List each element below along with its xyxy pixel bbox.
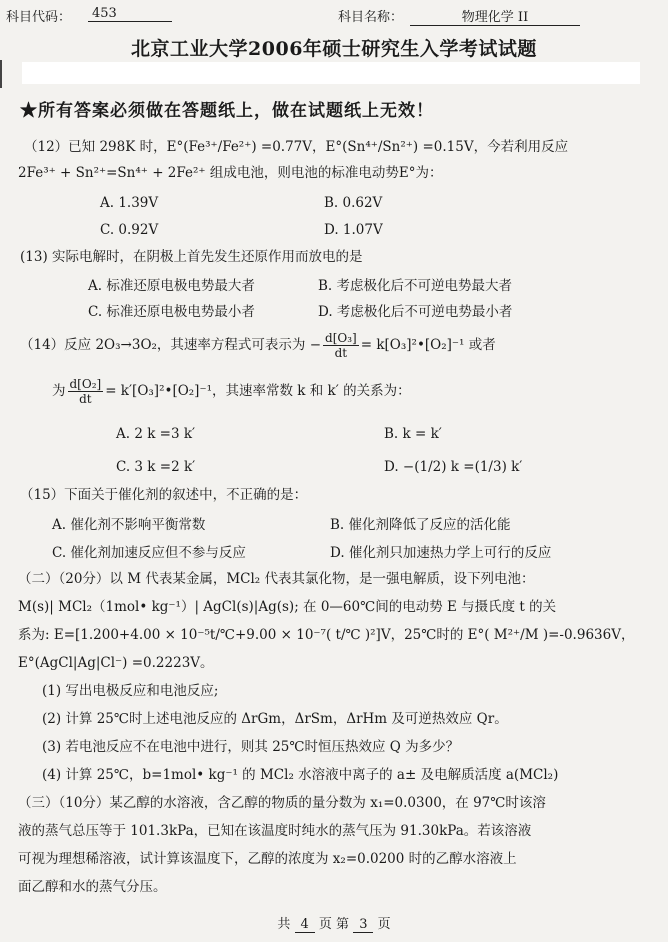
part3-line4: 面乙醇和水的蒸气分压。 bbox=[18, 879, 167, 895]
part2-subq4: (4) 计算 25℃，b=1mol• kg⁻¹ 的 MCl₂ 水溶液中离子的 a± 及电解质活度 a(MCl₂) bbox=[42, 767, 559, 783]
q14-frac1-num: d[O₃] bbox=[325, 331, 357, 345]
q14-option-d: D. −(1/2) k =(1/3) k′ bbox=[384, 459, 523, 475]
exam-title: 北京工业大学2006年硕士研究生入学考试试题 bbox=[131, 38, 537, 60]
q12-option-a: A. 1.39V bbox=[100, 195, 159, 211]
part3-line3: 可视为理想稀溶液，试计算该温度下，乙醇的浓度为 x₂=0.0200 时的乙醇水溶液上 bbox=[18, 851, 517, 867]
part2-subq1: (1) 写出电极反应和电池反应; bbox=[42, 683, 219, 699]
subject-name-value: 物理化学 II bbox=[410, 6, 580, 26]
part3-line1: （三）（10分）某乙醇的水溶液，含乙醇的物质的量分数为 x₁=0.0300，在 97℃时该溶 bbox=[18, 795, 546, 811]
q15-option-d: D. 催化剂只加速热力学上可行的反应 bbox=[330, 545, 552, 561]
part2-subq2: (2) 计算 25℃时上述电池反应的 ΔrGm，ΔrSm，ΔrHm 及可逆热效应 Qr。 bbox=[42, 711, 508, 727]
page-footer bbox=[0, 913, 668, 932]
q12-option-b: B. 0.62V bbox=[324, 195, 383, 211]
q14-line2-pre: 为 bbox=[52, 383, 66, 399]
q13-stem: (13) 实际电解时，在阴极上首先发生还原作用而放电的是 bbox=[20, 249, 363, 265]
q13-option-b: B. 考虑极化后不可逆电势最大者 bbox=[318, 278, 513, 294]
q14-stem-pre: （14）反应 2O₃→3O₂，其速率方程式可表示为 − bbox=[20, 337, 322, 353]
q14-line2 bbox=[52, 374, 411, 408]
part2-subq3: (3) 若电池反应不在电池中进行，则其 25℃时恒压热效应 Q 为多少？ bbox=[42, 739, 460, 755]
footer-total-unit: 页 第 bbox=[318, 917, 350, 932]
q15-option-b: B. 催化剂降低了反应的活化能 bbox=[330, 517, 511, 533]
q14-frac1-den: dt bbox=[334, 346, 348, 360]
q14-option-c: C. 3 k =2 k′ bbox=[116, 459, 196, 475]
footer-page-number: 3 bbox=[353, 917, 373, 933]
q12-option-d: D. 1.07V bbox=[324, 222, 383, 238]
notice-text: ★所有答案必须做在答题纸上，做在试题纸上无效！ bbox=[20, 101, 434, 121]
margin-mark bbox=[0, 60, 12, 88]
q15-option-a: A. 催化剂不影响平衡常数 bbox=[52, 517, 206, 533]
part2-line1: （二）（20分）以 M 代表某金属，MCl₂ 代表其氯化物，是一强电解质，设下列电池： bbox=[18, 571, 535, 587]
q12-line1: （12）已知 298K 时，E°(Fe³⁺/Fe²⁺) =0.77V，E°(Sn⁴⁺/Sn²⁺) =0.15V，今若利用反应 bbox=[24, 139, 569, 155]
subject-code-label: 科目代码： bbox=[6, 10, 72, 25]
q12-option-c: C. 0.92V bbox=[100, 222, 159, 238]
part3-line2: 液的蒸气总压等于 101.3kPa，已知在该温度时纯水的蒸气压为 91.30kPa。若该溶液 bbox=[18, 823, 532, 839]
q13-option-a: A. 标准还原电极电势最大者 bbox=[88, 278, 255, 294]
subject-name-label: 科目名称： bbox=[338, 10, 404, 25]
q14-frac2-num: d[O₂] bbox=[69, 377, 102, 391]
q14-stem-post: = k[O₃]²•[O₂]⁻¹ 或者 bbox=[360, 337, 496, 353]
part2-line4: E°(AgCl|Ag|Cl⁻) =0.2223V。 bbox=[18, 655, 214, 671]
blank-strip bbox=[22, 62, 640, 84]
q14-option-b: B. k = k′ bbox=[384, 426, 442, 442]
part2-line3: 系为: E=[1.200+4.00 × 10⁻⁵t/℃+9.00 × 10⁻⁷( t/℃ )²]V，25℃时的 E°( M²⁺/M )=-0.9636V， bbox=[18, 627, 635, 643]
q14-stem bbox=[20, 328, 496, 362]
footer-page-unit: 页 bbox=[377, 917, 391, 932]
q14-option-a: A. 2 k =3 k′ bbox=[116, 426, 196, 442]
q14-fraction-2 bbox=[68, 377, 104, 406]
q12-line2: 2Fe³⁺ + Sn²⁺=Sn⁴⁺ + 2Fe²⁺ 组成电池，则电池的标准电动势E°为： bbox=[18, 165, 443, 181]
q14-line2-post: = k′[O₃]²•[O₂]⁻¹，其速率常数 k 和 k′ 的关系为： bbox=[105, 383, 411, 399]
q15-stem: （15）下面关于催化剂的叙述中，不正确的是： bbox=[20, 487, 308, 503]
q13-option-d: D. 考虑极化后不可逆电势最小者 bbox=[318, 304, 513, 320]
subject-code-value: 453 bbox=[88, 6, 172, 22]
header bbox=[0, 0, 668, 26]
footer-total-prefix: 共 bbox=[277, 917, 291, 932]
q14-fraction-1 bbox=[323, 331, 359, 360]
part2-line2: M(s)| MCl₂（1mol• kg⁻¹）| AgCl(s)|Ag(s); 在 0—60℃间的电动势 E 与摄氏度 t 的关 bbox=[18, 599, 557, 615]
q15-option-c: C. 催化剂加速反应但不参与反应 bbox=[52, 545, 246, 561]
q13-option-c: C. 标准还原电极电势最小者 bbox=[88, 304, 255, 320]
q14-frac2-den: dt bbox=[79, 392, 92, 406]
footer-total-pages: 4 bbox=[295, 917, 315, 933]
